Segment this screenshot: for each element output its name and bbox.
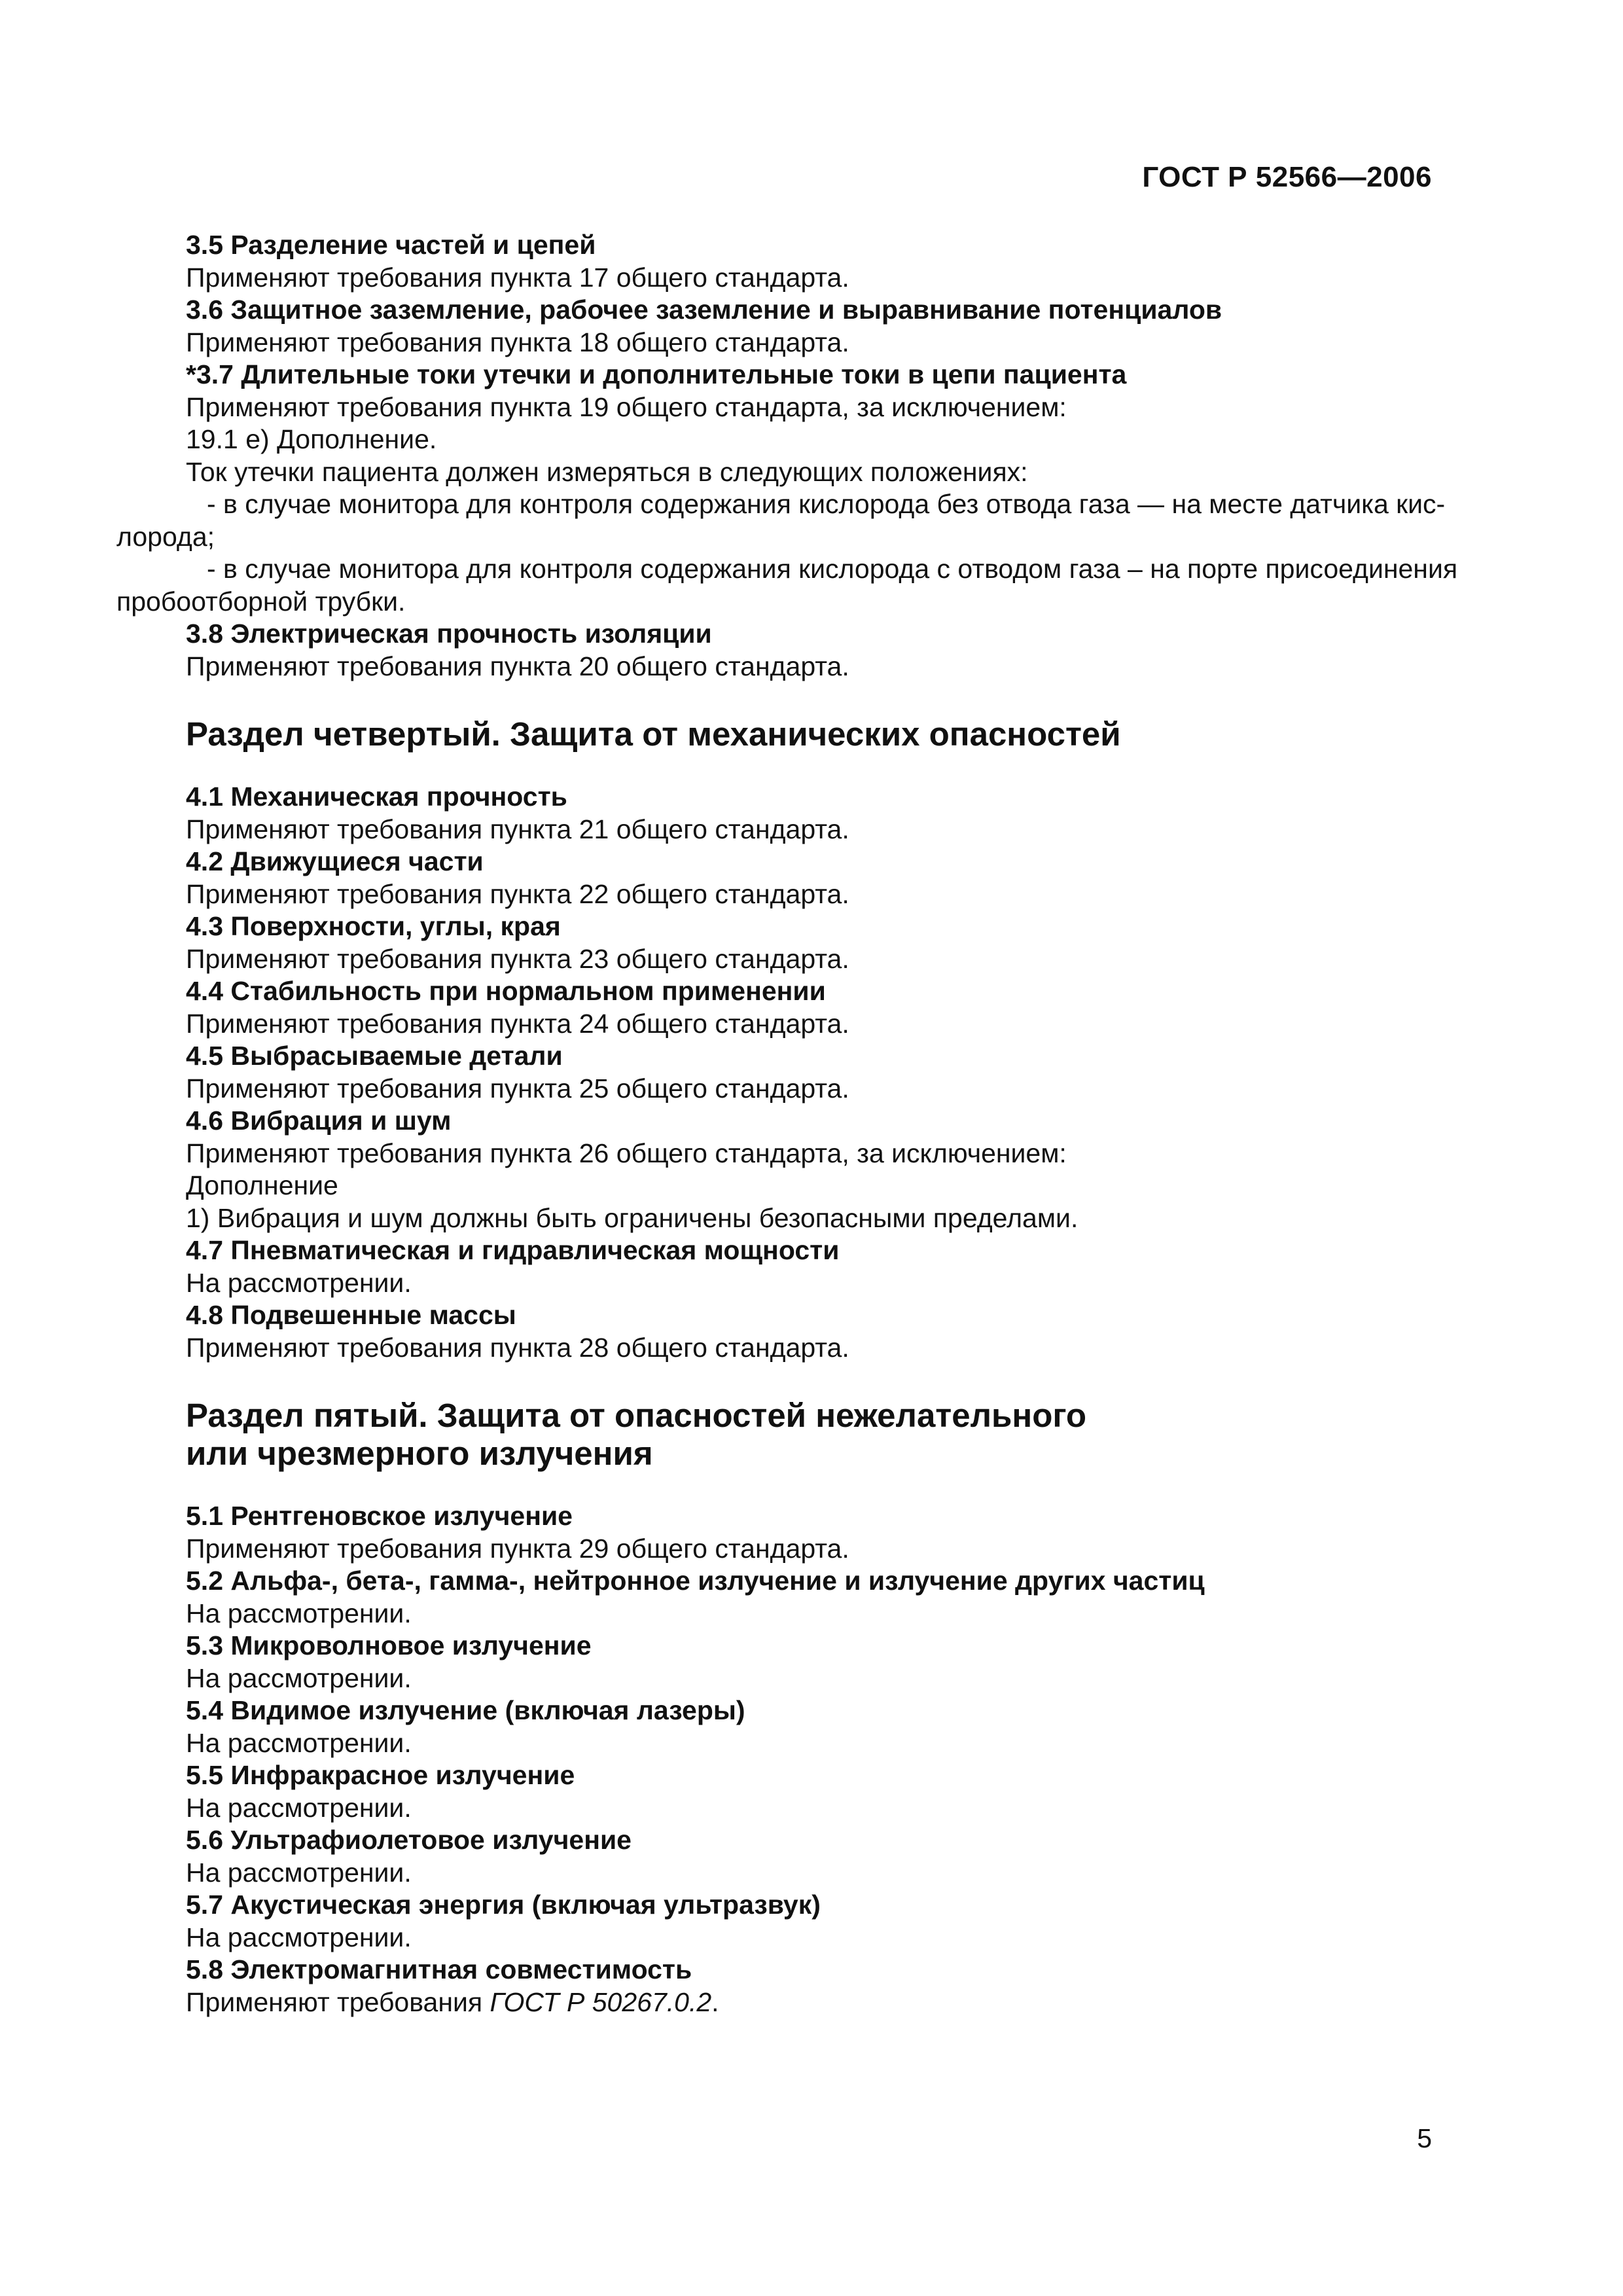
clause-4-3-text: Применяют требования пункта 23 общего стандарта. [186, 943, 849, 974]
document-body [116, 229, 1458, 2018]
clause-3-7-bullet-2-line-1: - в случае монитора для контроля содержания кислорода с отводом газа – на порте присоединения [207, 554, 1458, 584]
clause-5-2-text: На рассмотрении. [186, 1598, 412, 1628]
clause-4-5-title: 4.5 Выбрасываемые детали [186, 1041, 563, 1071]
clause-3-5-title: 3.5 Разделение частей и цепей [186, 230, 596, 260]
clause-5-1-text: Применяют требования пункта 29 общего стандарта. [186, 1533, 849, 1564]
clause-5-3-text: На рассмотрении. [186, 1662, 412, 1693]
clause-5-6-title: 5.6 Ультрафиолетовое излучение [186, 1825, 632, 1855]
clause-5-7-title: 5.7 Акустическая энергия (включая ультразвук) [186, 1890, 821, 1920]
clause-4-1-text: Применяют требования пункта 21 общего стандарта. [186, 814, 849, 844]
clause-5-3-title: 5.3 Микроволновое излучение [186, 1630, 592, 1660]
clause-5-8-text-suffix: . [711, 1986, 719, 2017]
clause-4-2-title: 4.2 Движущиеся части [186, 846, 484, 876]
clause-5-4-text: На рассмотрении. [186, 1727, 412, 1758]
clause-3-7-title: *3.7 Длительные токи утечки и дополнительные токи в цепи пациента [186, 359, 1127, 389]
clause-5-8-title: 5.8 Электромагнитная совместимость [186, 1954, 692, 1984]
clause-3-7-bullet-2-line-2: пробоотборной трубки. [116, 586, 406, 617]
clause-3-7-subclause: 19.1 е) Дополнение. [186, 424, 437, 454]
clause-3-7-bullet-1-line-2: лорода; [116, 521, 215, 552]
clause-3-7-text: Применяют требования пункта 19 общего стандарта, за исключением: [186, 391, 1067, 422]
clause-4-6-title: 4.6 Вибрация и шум [186, 1105, 452, 1136]
clause-5-4-title: 5.4 Видимое излучение (включая лазеры) [186, 1695, 745, 1725]
clause-4-4-title: 4.4 Стабильность при нормальном применении [186, 976, 826, 1006]
clause-4-6-item-1: 1) Вибрация и шум должны быть ограничены безопасными пределами. [186, 1202, 1079, 1233]
clause-4-4-text: Применяют требования пункта 24 общего стандарта. [186, 1008, 849, 1039]
page-number: 5 [1417, 2123, 1432, 2153]
clause-4-6-text: Применяют требования пункта 26 общего стандарта, за исключением: [186, 1138, 1067, 1168]
clause-4-3-title: 4.3 Поверхности, углы, края [186, 911, 561, 941]
clause-3-7-bullet-1-line-1: - в случае монитора для контроля содержания кислорода без отвода газа — на месте датчика кис- [207, 489, 1446, 519]
clause-3-5-text: Применяют требования пункта 17 общего стандарта. [186, 262, 849, 293]
clause-4-1-title: 4.1 Механическая прочность [186, 781, 567, 812]
clause-4-7-title: 4.7 Пневматическая и гидравлическая мощности [186, 1235, 840, 1265]
clause-5-2-title: 5.2 Альфа-, бета-, гамма-, нейтронное излучение и излучение других частиц [186, 1566, 1205, 1596]
standard-reference-link[interactable]: ГОСТ Р 50267.0.2 [490, 1986, 712, 2017]
clause-3-6-title: 3.6 Защитное заземление, рабочее заземление и выравнивание потенциалов [186, 295, 1222, 325]
clause-5-8-text-prefix: Применяют требования [186, 1986, 490, 2017]
clause-5-5-title: 5.5 Инфракрасное излучение [186, 1760, 575, 1790]
clause-4-7-text: На рассмотрении. [186, 1267, 412, 1298]
clause-4-2-text: Применяют требования пункта 22 общего стандарта. [186, 878, 849, 909]
clause-5-7-text: На рассмотрении. [186, 1922, 412, 1952]
document-id-header: ГОСТ Р 52566—2006 [1142, 161, 1432, 193]
clause-4-5-text: Применяют требования пункта 25 общего стандарта. [186, 1073, 849, 1103]
section-5-title-line-1: Раздел пятый. Защита от опасностей нежелательного [186, 1397, 1087, 1434]
clause-3-6-text: Применяют требования пункта 18 общего стандарта. [186, 327, 849, 357]
section-4-title: Раздел четвертый. Защита от механических опасностей [186, 715, 1121, 753]
clause-5-8-text [116, 1986, 1438, 2019]
section-5-title-line-2: или чрезмерного излучения [186, 1435, 653, 1472]
clause-4-8-title: 4.8 Подвешенные массы [186, 1300, 516, 1330]
clause-4-8-text: Применяют требования пункта 28 общего стандарта. [186, 1332, 849, 1363]
clause-3-7-paragraph: Ток утечки пациента должен измеряться в следующих положениях: [186, 456, 1028, 487]
clause-3-8-title: 3.8 Электрическая прочность изоляции [186, 619, 712, 649]
clause-5-1-title: 5.1 Рентгеновское излучение [186, 1501, 573, 1531]
clause-5-5-text: На рассмотрении. [186, 1792, 412, 1823]
clause-4-6-addition: Дополнение [186, 1170, 338, 1200]
clause-3-8-text: Применяют требования пункта 20 общего стандарта. [186, 651, 849, 681]
clause-5-6-text: На рассмотрении. [186, 1857, 412, 1888]
